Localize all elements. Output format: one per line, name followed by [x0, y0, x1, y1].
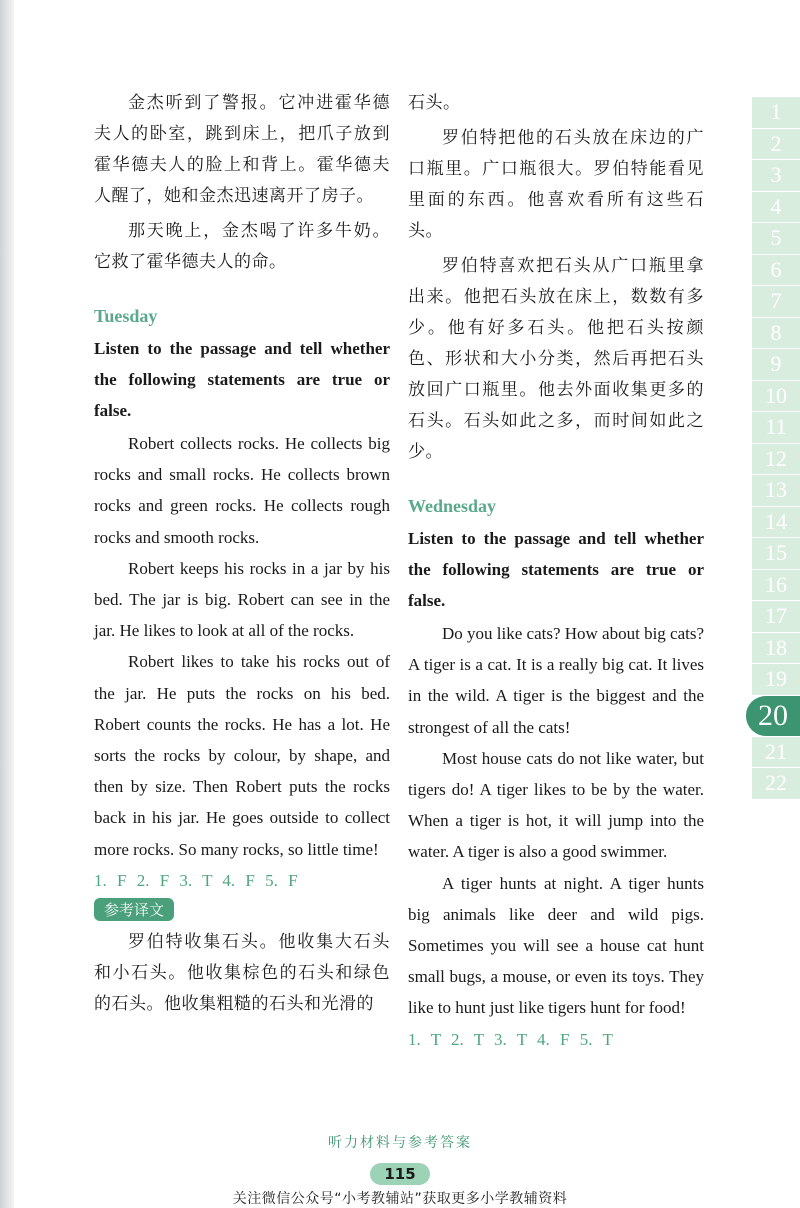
cn-story-paragraph: 金杰听到了警报。它冲进霍华德夫人的卧室，跳到床上，把爪子放到霍华德夫人的脸上和背上。霍华德夫人醒了，她和金杰迅速离开了房子。 — [94, 93, 390, 206]
unit-tab-16[interactable]: 16 — [752, 569, 800, 601]
translation-paragraph: 罗伯特收集石头。他收集大石头和小石头。他收集棕色的石头和绿色的石头。他收集粗糙的石头和光滑的 — [94, 931, 390, 1014]
instruction-wednesday: Listen to the passage and tell whether the following statements are true or false. — [408, 529, 704, 610]
page-edge-shadow — [0, 0, 14, 1208]
unit-tab-17[interactable]: 17 — [752, 600, 800, 632]
answer-key-tuesday: 1. F 2. F 3. T 4. F 5. F — [94, 870, 298, 890]
footer-note: 关注微信公众号“小考教辅站”获取更多小学教辅资料 — [232, 1191, 568, 1207]
passage-paragraph: Robert keeps his rocks in a jar by his bed. The jar is big. Robert can see in the jar. He likes to look at all of the rocks. — [94, 558, 390, 641]
unit-tab-18[interactable]: 18 — [752, 632, 800, 664]
unit-tab-14[interactable]: 14 — [752, 506, 800, 538]
unit-tab-2[interactable]: 2 — [752, 128, 800, 160]
unit-tab-21[interactable]: 21 — [752, 736, 800, 768]
unit-tab-22[interactable]: 22 — [752, 767, 800, 799]
unit-tab-19[interactable]: 19 — [752, 663, 800, 695]
unit-tab-6[interactable]: 6 — [752, 254, 800, 286]
unit-tab-13[interactable]: 13 — [752, 474, 800, 506]
passage-paragraph: Robert likes to take his rocks out of the jar. He puts the rocks on his bed. Robert counts the rocks. He has a lot. He sorts the rocks by colour, by shape, and then by size. Then Robert puts the rocks back in his jar. He goes outside to collect more rocks. So many rocks, so little time! — [94, 652, 390, 859]
answer-key-wednesday: 1. T 2. T 3. T 4. F 5. T — [408, 1029, 613, 1049]
unit-tab-10[interactable]: 10 — [752, 380, 800, 412]
left-column — [94, 88, 390, 1024]
unit-tab-11[interactable]: 11 — [752, 411, 800, 443]
reference-translation-badge: 参考译文 — [94, 898, 174, 921]
footer-title: 听力材料与参考答案 — [328, 1135, 472, 1151]
unit-tab-5[interactable]: 5 — [752, 222, 800, 254]
page-number: 115 — [370, 1163, 430, 1185]
translation-paragraph: 罗伯特把他的石头放在床边的广口瓶里。广口瓶很大。罗伯特能看见里面的东西。他喜欢看所有这些石头。 — [408, 128, 704, 241]
passage-paragraph: Do you like cats? How about big cats? A tiger is a cat. It is a really big cat. It lives in the wild. A tiger is the biggest and the strongest of all the cats! — [408, 624, 705, 737]
unit-tabs — [752, 96, 800, 799]
translation-continuation: 石头。 — [408, 93, 461, 113]
translation-paragraph: 罗伯特喜欢把石头从广口瓶里拿出来。他把石头放在床上，数数有多少。他有好多石头。他把石头按颜色、形状和大小分类，然后再把石头放回广口瓶里。他去外面收集更多的石头。石头如此之多，而时间如此之少。 — [408, 256, 704, 462]
passage-paragraph: Robert collects rocks. He collects big rocks and small rocks. He collects brown rocks and green rocks. He collects rough rocks and smooth rocks. — [94, 434, 390, 547]
right-column — [408, 88, 704, 1055]
section-heading-wednesday: Wednesday — [408, 496, 497, 516]
unit-tab-15[interactable]: 15 — [752, 537, 800, 569]
unit-tab-4[interactable]: 4 — [752, 191, 800, 223]
unit-tab-12[interactable]: 12 — [752, 443, 800, 475]
unit-tab-7[interactable]: 7 — [752, 285, 800, 317]
instruction-tuesday: Listen to the passage and tell whether the following statements are true or false. — [94, 339, 390, 420]
passage-paragraph: Most house cats do not like water, but tigers do! A tiger likes to be by the water. When a tiger is hot, it will jump into the water. A tiger is also a good swimmer. — [408, 748, 704, 862]
passage-paragraph: A tiger hunts at night. A tiger hunts big animals like deer and wild pigs. Sometimes you will see a house cat hunt small bugs, a mouse, or even its toys. They like to hunt just like tigers hunt for food! — [408, 873, 704, 1018]
unit-tab-1[interactable]: 1 — [752, 96, 800, 128]
unit-tab-20[interactable]: 20 — [746, 695, 800, 736]
unit-tab-3[interactable]: 3 — [752, 159, 800, 191]
section-heading-tuesday: Tuesday — [94, 306, 158, 326]
unit-tab-9[interactable]: 9 — [752, 348, 800, 380]
unit-tab-8[interactable]: 8 — [752, 317, 800, 349]
cn-story-paragraph: 那天晚上，金杰喝了许多牛奶。它救了霍华德夫人的命。 — [94, 221, 390, 272]
